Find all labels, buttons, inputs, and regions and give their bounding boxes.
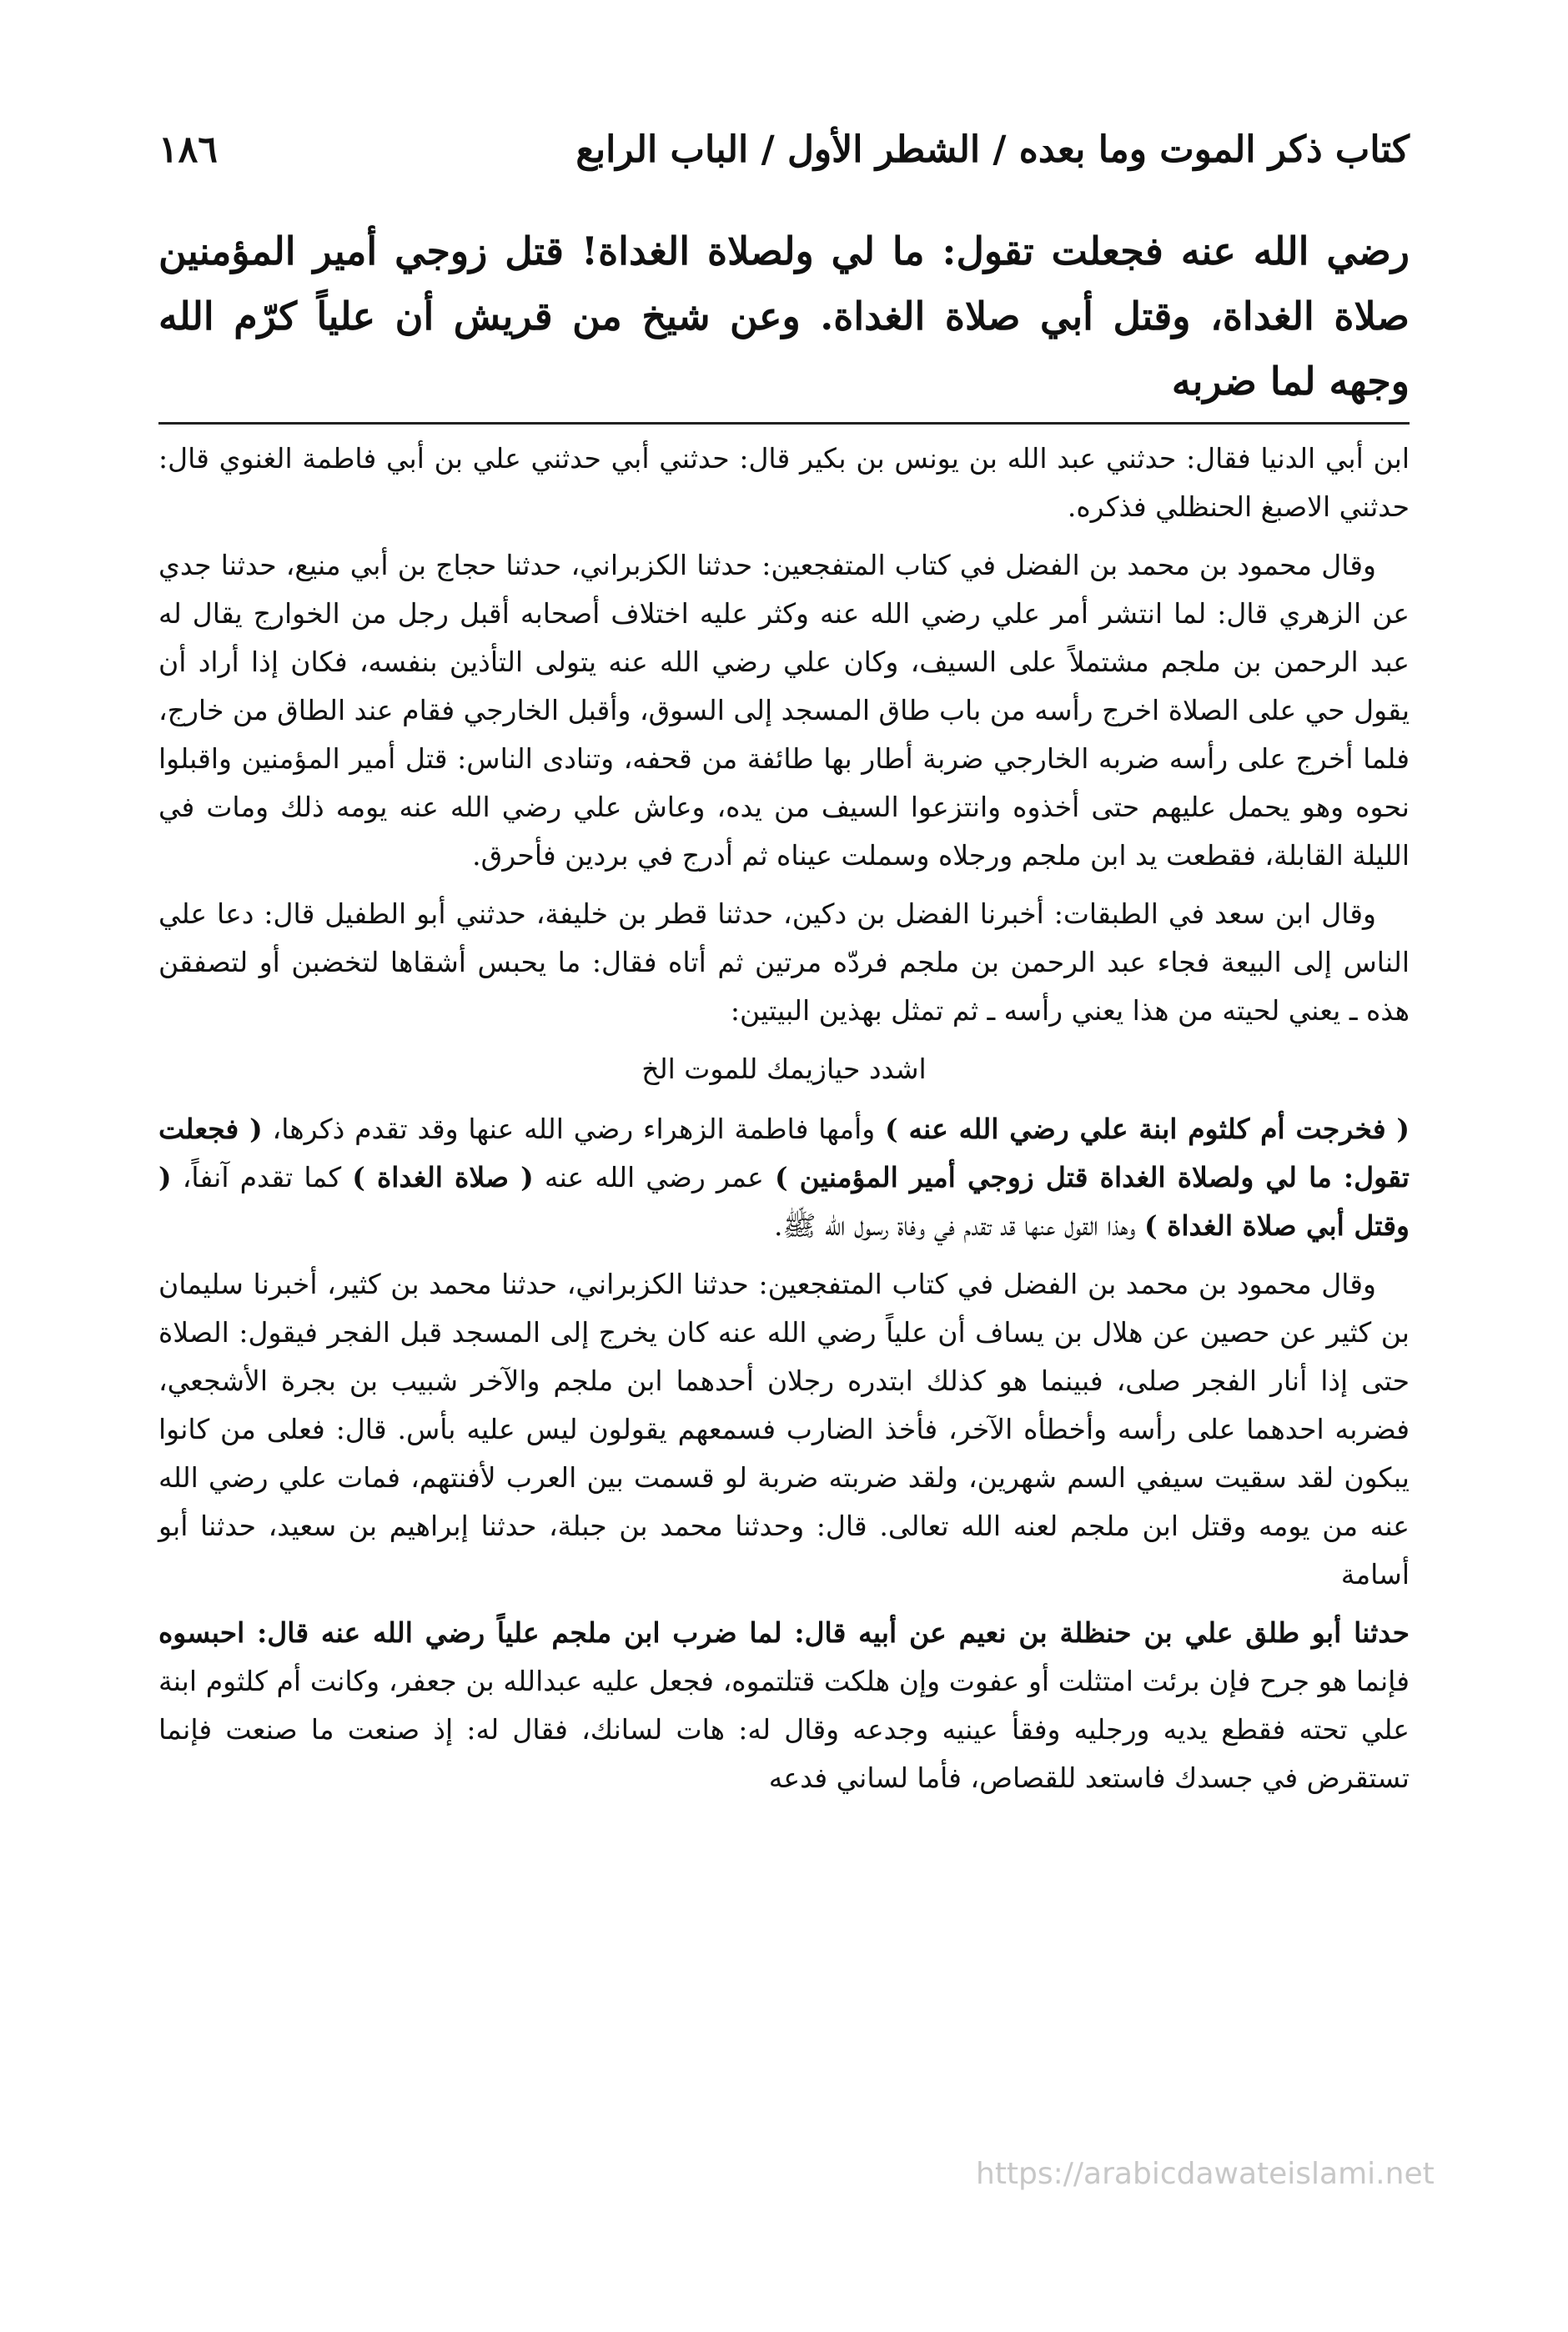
commentary-paragraph-4 [158, 1105, 1410, 1250]
quoted-text: ( وقتل أبي صلاة الغداة ) [158, 1161, 1410, 1242]
poem-verse: اشدد حيازيمك للموت الخ [641, 1053, 927, 1085]
explanation-text: عمر رضي الله عنه [533, 1161, 775, 1194]
quoted-text: ( فخرجت أم كلثوم ابنة علي رضي الله عنه ) [885, 1113, 1410, 1145]
watermark-url: https://arabicdawateislami.net [976, 2157, 1435, 2191]
quoted-text: حدثنا أبو طلق علي بن حنظلة بن نعيم عن أبيه قال: لما ضرب ابن ملجم علياً رضي الله عنه قال: احبسوه [158, 1616, 1410, 1649]
explanation-text: فإنما هو جرح فإن برئت امتثلت أو عفوت وإن هلكت قتلتموه، فجعل عليه عبدالله بن جعفر، وكانت أم كلثوم ابنة علي تحته فقطع يديه ورجليه وفقأ عينيه وجدعه وقال له: هات لسانك، فقال له: إذ صنعت ما صنعت فإنما تستقرض في جسدك فاستعد للقصاص، فأما لساني فدعه [158, 1665, 1410, 1794]
running-title: كتاب ذكر الموت وما بعده / الشطر الأول / الباب الرابع [575, 128, 1410, 171]
commentary-paragraph-1: ابن أبي الدنيا فقال: حدثني عبد الله بن يونس بن بكير قال: حدثني أبي حدثني علي بن أبي فاطمة الغنوي قال: حدثني الاصبغ الحنظلي فذكره. [158, 442, 1410, 523]
explanation-text: وهذا القول عنها قد تقدم في وفاة رسول الله ﷺ. [774, 1209, 1144, 1242]
commentary-paragraph-5: وقال محمود بن محمد بن الفضل في كتاب المتفجعين: حدثنا الكزبراني، حدثنا محمد بن كثير، أخبرنا سليمان بن كثير عن حصين عن هلال بن يساف أن علياً رضي الله عنه كان يخرج إلى المسجد قبل الفجر فيقول: الصلاة حتى إذا أنار الفجر صلى، فبينما هو كذلك ابتدره رجلان أحدهما ابن ملجم والآخر شبيب بن بجرة الأشجعي، فضربه احدهما على رأسه وأخطأه الآخر، فأخذ الضارب فسمعهم يقولون ليس عليه بأس. قال: فعلى من كانوا يبكون لقد سقيت سيفي السم شهرين، ولقد ضربته ضربة لو قسمت بين العرب لأفنتهم، فمات علي رضي الله عنه من يومه وقتل ابن ملجم لعنه الله تعالى. قال: وحدثنا محمد بن جبلة، حدثنا إبراهيم بن سعيد، حدثنا أبو أسامة [158, 1268, 1410, 1591]
page-header [158, 125, 1410, 183]
page-number: ١٨٦ [158, 128, 218, 171]
commentary-paragraph-2: وقال محمود بن محمد بن الفضل في كتاب المتفجعين: حدثنا الكزبراني، حدثنا حجاج بن أبي منيع، حدثنا جدي عن الزهري قال: لما انتشر أمر علي رضي الله عنه وكثر عليه اختلاف أصحابه أقبل رجل من الخوارج يقال له عبد الرحمن بن ملجم مشتملاً على السيف، وكان علي رضي الله عنه يتولى التأذين بنفسه، فكان إذا أراد أن يقول حي على الصلاة اخرج رأسه من باب طاق المسجد إلى السوق، وأقبل الخارجي فقام عند الطاق من خارج، فلما أخرج على رأسه ضربه الخارجي ضربة أطار بها طائفة من قحفه، وتنادى الناس: قتل أمير المؤمنين واقبلوا نحوه وهو يحمل عليهم حتى أخذوه وانتزعوا السيف من يده، وعاش علي رضي الله عنه يومه ذلك ومات في الليلة القابلة، فقطعت يد ابن ملجم ورجلاه وسملت عيناه ثم أدرج في بردين فأحرق. [158, 549, 1410, 872]
footnote-divider [158, 422, 1410, 425]
commentary-paragraph-6 [158, 1609, 1410, 1802]
commentary [158, 435, 1410, 1802]
main-text: رضي الله عنه فجعلت تقول: ما لي ولصلاة الغداة! قتل زوجي أمير المؤمنين صلاة الغداة، وقتل أبي صلاة الغداة. وعن شيخ من قريش أن علياً كرّم الله وجهه لما ضربه [158, 229, 1410, 404]
explanation-text: وأمها فاطمة الزهراء رضي الله عنها وقد تقدم ذكرها، [262, 1113, 886, 1145]
quoted-text: ( فجعلت تقول: ما لي ولصلاة الغداة قتل زوجي أمير المؤمنين ) [158, 1113, 1410, 1194]
book-page [158, 125, 1410, 1812]
explanation-text: كما تقدم آنفاً، [171, 1161, 353, 1194]
quoted-text: ( صلاة الغداة ) [352, 1161, 534, 1194]
commentary-paragraph-3: وقال ابن سعد في الطبقات: أخبرنا الفضل بن دكين، حدثنا قطر بن خليفة، حدثني أبو الطفيل قال: دعا علي الناس إلى البيعة فجاء عبد الرحمن بن ملجم فردّه مرتين ثم أتاه فقال: ما يحبس أشقاها لتخضبن أو لتصفقن هذه ـ يعني لحيته من هذا يعني رأسه ـ ثم تمثل بهذين البيتين: [158, 897, 1410, 1027]
